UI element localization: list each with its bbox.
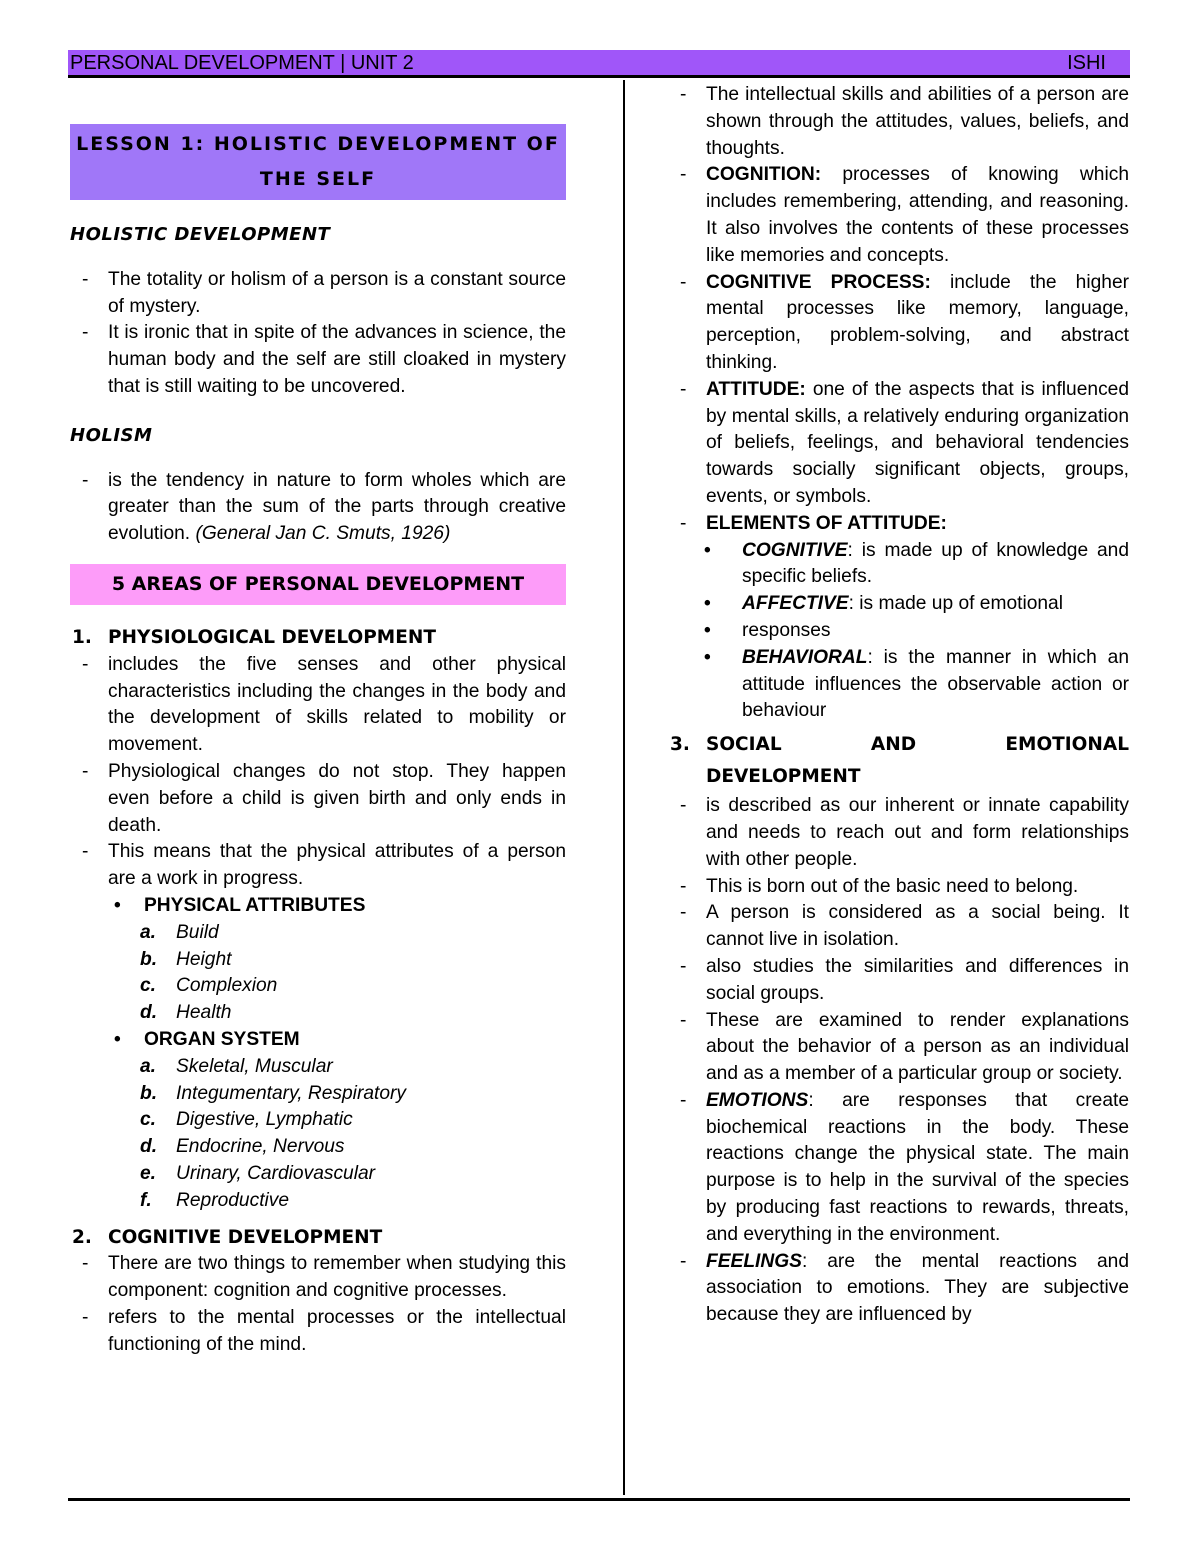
attitude-definition: - ATTITUDE: one of the aspects that is influenced by mental skills, a relatively enduring organization of beliefs, feelings, and behavioral tendencies towards socially significant objects, groups, events, or symbols.: [668, 377, 1129, 511]
attribute-item: a. Build: [140, 921, 219, 943]
intellectual-intro: - The intellectual skills and abilities of a person are shown through the attitudes, values, beliefs, and thoughts.: [668, 82, 1129, 162]
element-item: • COGNITIVE: is made up of knowledge and specific beliefs.: [668, 538, 1129, 592]
cognitive-item: - refers to the mental processes or the intellectual functioning of the mind.: [70, 1305, 566, 1359]
holistic-item: - The totality or holism of a person is a constant source of mystery.: [70, 267, 566, 321]
attribute-item: d. Health: [140, 1002, 232, 1024]
feelings-definition: - FEELINGS: are the mental reactions and association to emotions. They are subjective because they are influenced by: [668, 1249, 1129, 1329]
element-item: • responses: [668, 618, 1129, 645]
emotions-definition: - EMOTIONS: are responses that create biochemical reactions in the body. These reactions change the physical state. The main purpose is to help in the survival of the species by producing fast reactions to rewards, threats, and everything in the environment.: [668, 1088, 1129, 1249]
right-column: [668, 82, 1129, 1329]
attribute-item: b. Height: [140, 948, 232, 970]
physical-attributes-label: • PHYSICAL ATTRIBUTES: [70, 893, 566, 920]
holism-heading: HOLISM: [70, 424, 153, 446]
header-title: PERSONAL DEVELOPMENT | UNIT 2: [70, 52, 414, 74]
organ-system-label: • ORGAN SYSTEM: [70, 1027, 566, 1054]
organ-item: b. Integumentary, Respiratory: [140, 1082, 406, 1104]
section-number: 3.: [670, 734, 690, 756]
page-header: [68, 50, 1130, 78]
section-number: 2.: [72, 1226, 92, 1248]
elements-label: - ELEMENTS OF ATTITUDE:: [668, 511, 1129, 538]
cognitive-item: - There are two things to remember when studying this component: cognition and cognitive processes.: [70, 1251, 566, 1305]
section-title: PHYSIOLOGICAL DEVELOPMENT: [108, 626, 436, 648]
element-item: • AFFECTIVE: is made up of emotional: [668, 591, 1129, 618]
lesson-title: LESSON 1: HOLISTIC DEVELOPMENT OF THE SELF: [70, 124, 566, 200]
section-title-line: DEVELOPMENT: [706, 766, 861, 788]
physio-item: - includes the five senses and other physical characteristics including the changes in the body and the development of skills related to mobility or movement.: [70, 652, 566, 759]
physio-item: - This means that the physical attributes of a person are a work in progress.: [70, 839, 566, 893]
header-author: ISHI: [1067, 52, 1106, 74]
areas-title: 5 AREAS OF PERSONAL DEVELOPMENT: [70, 564, 566, 605]
footer-rule: [68, 1498, 1130, 1501]
section-social-emotional: [668, 729, 1129, 793]
element-item: • BEHAVIORAL: is the manner in which an attitude influences the observable action or behaviour: [668, 645, 1129, 725]
holism-citation: (General Jan C. Smuts, 1926): [195, 523, 451, 545]
section-title: COGNITIVE DEVELOPMENT: [108, 1226, 383, 1248]
social-item: - is described as our inherent or innate capability and needs to reach out and form relationships with other people.: [668, 793, 1129, 873]
organ-item: f. Reproductive: [140, 1189, 290, 1211]
organ-item: c. Digestive, Lymphatic: [140, 1109, 353, 1131]
section-physiological: [70, 625, 566, 652]
section-cognitive: [70, 1225, 566, 1252]
attribute-item: c. Complexion: [140, 975, 278, 997]
section-title-line: SOCIAL AND EMOTIONAL: [706, 734, 1129, 756]
section-number: 1.: [72, 626, 92, 648]
holism-definition: [70, 468, 566, 548]
holistic-item: - It is ironic that in spite of the advances in science, the human body and the self are still cloaked in mystery that is still waiting to be uncovered.: [70, 320, 566, 400]
column-divider: [623, 80, 625, 1495]
social-item: - also studies the similarities and differences in social groups.: [668, 954, 1129, 1008]
organ-item: d. Endocrine, Nervous: [140, 1136, 345, 1158]
cognition-definition: - COGNITION: processes of knowing which includes remembering, attending, and reasoning. It also involves the contents of these processes like memories and concepts.: [668, 162, 1129, 269]
physio-item: - Physiological changes do not stop. They happen even before a child is given birth and only ends in death.: [70, 759, 566, 839]
organ-item: e. Urinary, Cardiovascular: [140, 1162, 376, 1184]
holistic-heading: HOLISTIC DEVELOPMENT: [70, 224, 331, 245]
left-column: [70, 124, 566, 1358]
social-item: - This is born out of the basic need to belong.: [668, 874, 1129, 901]
cognitive-process-definition: - COGNITIVE PROCESS: include the higher mental processes like memory, language, perception, problem-solving, and abstract thinking.: [668, 270, 1129, 377]
social-item: - A person is considered as a social being. It cannot live in isolation.: [668, 900, 1129, 954]
social-item: - These are examined to render explanations about the behavior of a person as an individual and as a member of a particular group or society.: [668, 1008, 1129, 1088]
organ-item: a. Skeletal, Muscular: [140, 1055, 333, 1077]
holism-text: is the tendency in nature to form wholes which are greater than the sum of the parts through creative evolution.: [108, 469, 566, 545]
